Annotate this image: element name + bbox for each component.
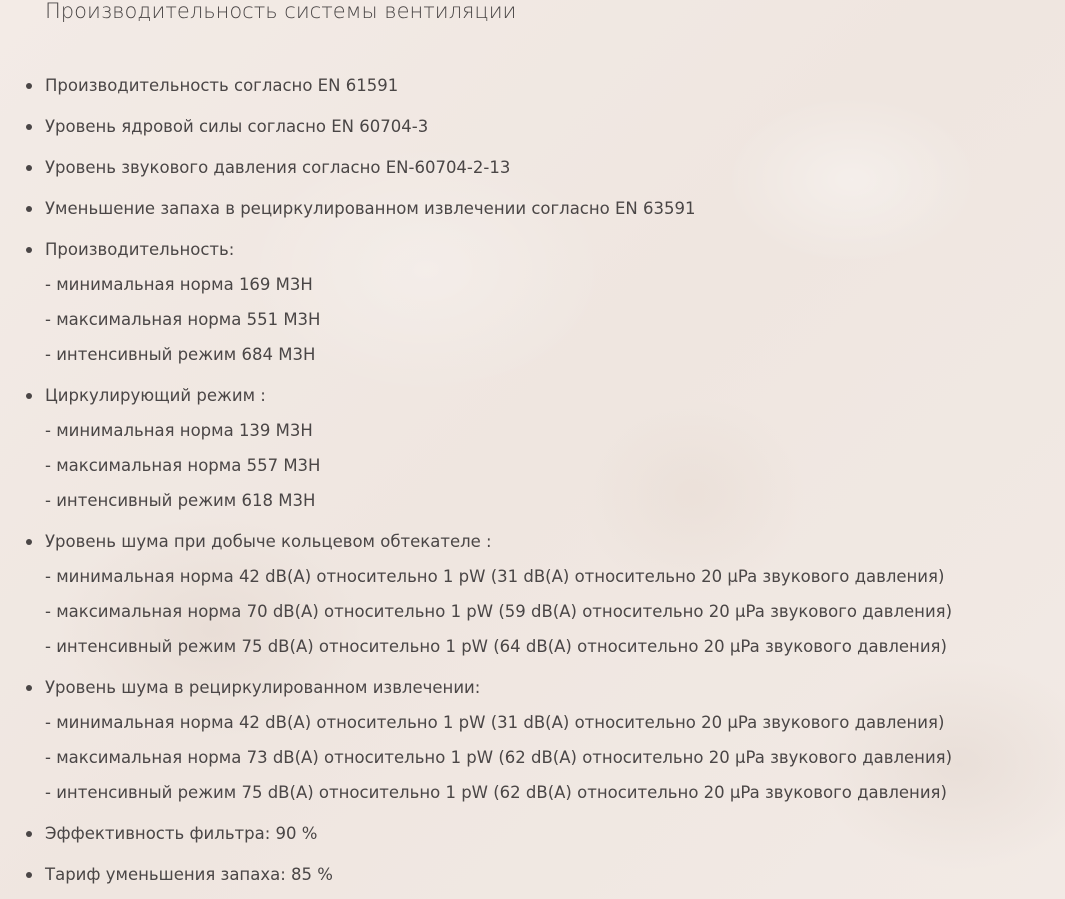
spec-subline: - интенсивный режим 75 dB(A) относительно 1 pW (62 dB(A) относительно 20 μPa звукового давления)	[45, 783, 947, 802]
spec-label: Циркулирующий режим :	[45, 386, 266, 405]
spec-label: Уровень шума в рециркулированном извлечении:	[45, 678, 481, 697]
spec-subline: - минимальная норма 169 M3H	[45, 275, 313, 294]
spec-item	[0, 68, 952, 103]
spec-subline: - максимальная норма 557 M3H	[45, 456, 321, 475]
spec-subline: - интенсивный режим 684 M3H	[45, 345, 316, 364]
spec-item	[0, 816, 952, 851]
spec-subline: - минимальная норма 42 dB(A) относительно 1 pW (31 dB(A) относительно 20 μPa звукового давления)	[45, 567, 945, 586]
spec-item	[0, 232, 952, 372]
spec-label: Уровень ядровой силы согласно EN 60704-3	[45, 117, 429, 136]
spec-item	[0, 857, 952, 892]
spec-item	[0, 109, 952, 144]
spec-subline: - минимальная норма 139 M3H	[45, 421, 313, 440]
spec-item	[0, 150, 952, 185]
spec-subline: - максимальная норма 73 dB(A) относительно 1 pW (62 dB(A) относительно 20 μPa звукового давления)	[45, 748, 953, 767]
spec-label: Производительность:	[45, 240, 235, 259]
page-title: Производительность системы вентиляции	[45, 0, 517, 23]
spec-label: Уменьшение запаха в рециркулированном извлечении согласно EN 63591	[45, 199, 696, 218]
spec-label: Эффективность фильтра: 90 %	[45, 824, 318, 843]
spec-item	[0, 191, 952, 226]
spec-subline: - максимальная норма 551 M3H	[45, 310, 321, 329]
spec-label: Уровень звукового давления согласно EN-60704-2-13	[45, 158, 511, 177]
spec-item	[0, 524, 952, 664]
spec-subline: - интенсивный режим 618 M3H	[45, 491, 316, 510]
spec-item	[0, 670, 952, 810]
spec-list	[0, 68, 952, 898]
spec-label: Тариф уменьшения запаха: 85 %	[45, 865, 333, 884]
spec-subline: - максимальная норма 70 dB(A) относительно 1 pW (59 dB(A) относительно 20 μPa звукового давления)	[45, 602, 953, 621]
spec-label: Уровень шума при добыче кольцевом обтекателе :	[45, 532, 492, 551]
spec-label: Производительность согласно EN 61591	[45, 76, 399, 95]
spec-subline: - минимальная норма 42 dB(A) относительно 1 pW (31 dB(A) относительно 20 μPa звукового давления)	[45, 713, 945, 732]
spec-subline: - интенсивный режим 75 dB(A) относительно 1 pW (64 dB(A) относительно 20 μPa звукового давления)	[45, 637, 947, 656]
spec-item	[0, 378, 952, 518]
